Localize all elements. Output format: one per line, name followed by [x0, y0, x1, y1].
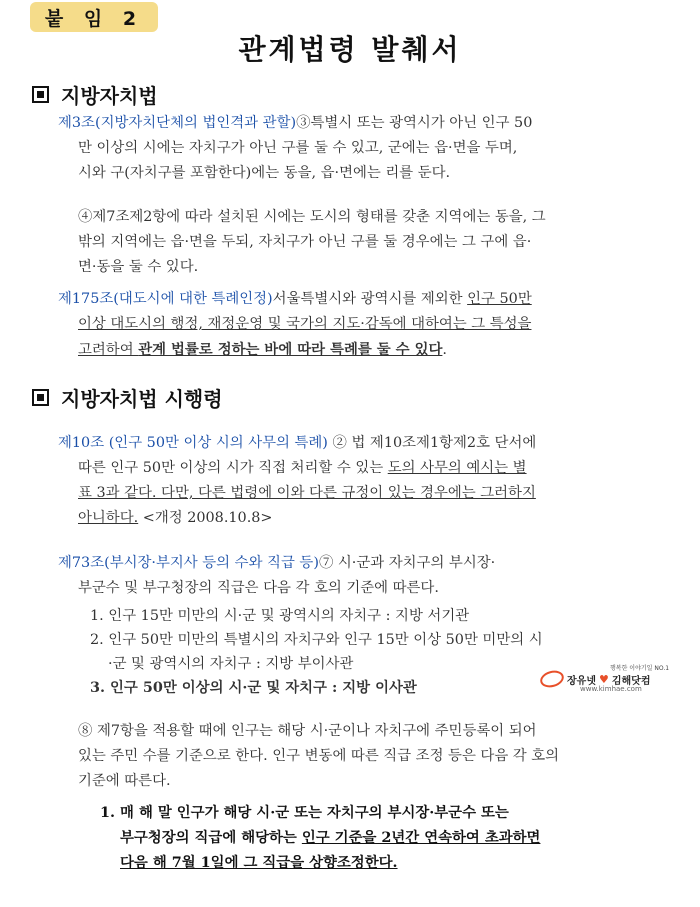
logo-brand-1: 장유넷: [567, 675, 596, 687]
section-heading-local-autonomy-act: [32, 80, 158, 109]
article-10-block: [58, 431, 698, 531]
article-175-text-a1: 서울특별시와 광역시를 제외한: [272, 291, 468, 307]
logo-url: www.kimhae.com: [580, 685, 642, 693]
adjustment-rule-item: [100, 800, 698, 875]
article-73-text-a: ⑦ 시·군과 자치구의 부시장·: [318, 555, 496, 571]
article-10-text-d2: <개정 2008.10.8>: [138, 510, 273, 526]
article-175-title: 제175조(대도시에 대한 특례인정): [58, 291, 273, 307]
section-heading-enforcement-decree: [32, 383, 223, 412]
article-175-text-a2: 인구 50만: [467, 291, 532, 307]
list-item: 1. 인구 15만 미만의 시·군 및 광역시의 자치구 : 지방 서기관: [90, 608, 470, 624]
article-175-text-c1: 고려하여: [78, 342, 139, 358]
article-10-text-a: ② 법 제10조제1항제2호 단서에: [327, 435, 537, 451]
article-10-text-b1: 따른 인구 50만 이상의 시가 직접 처리할 수 있는: [78, 460, 388, 476]
article-10-title: 제10조 (인구 50만 이상 시의 사무의 특례): [58, 435, 328, 451]
list-item: 2. 인구 50만 미만의 특별시의 자치구와 인구 15만 이상 50만 미만의 시: [90, 632, 543, 648]
article-73-para-8-c: 기준에 따른다.: [78, 773, 171, 789]
article-3-title: 제3조(지방자치단체의 법인격과 관할): [58, 115, 297, 131]
square-bullet-icon: [32, 86, 49, 103]
adjustment-rule-b1: 부구청장의 직급에 해당하는: [120, 829, 302, 846]
adjustment-rule-c: 다음 해 7월 1일에 그 직급을 상향조정한다.: [120, 854, 398, 871]
article-3-para-4-b: 밖의 지역에는 읍·면을 두되, 자치구가 아닌 구를 둘 경우에는 그 구에 읍·: [78, 234, 532, 250]
article-73-title: 제73조(부시장·부지사 등의 수와 직급 등): [58, 555, 319, 571]
article-73-para-8: [78, 719, 698, 794]
page-title: 관계법령 발췌서: [238, 33, 462, 66]
article-3-para-4: [78, 205, 698, 280]
article-175-block: [58, 287, 698, 363]
section-heading-text: 지방자치법: [61, 84, 158, 108]
adjustment-rule-a: 1. 매 해 말 인구가 해당 시·군 또는 자치구의 부시장·부군수 또는: [100, 804, 509, 821]
article-73-text-b: 부군수 및 부구청장의 직급은 다음 각 호의 기준에 따른다.: [78, 580, 439, 596]
logo-tagline: 행복한 이야기일 NO.1: [610, 665, 670, 672]
article-10-text-c: 표 3과 같다. 다만, 다른 법령에 이와 다른 규정이 있는 경우에는 그러하지: [78, 485, 536, 501]
article-73-para-8-b: 있는 주민 수를 기준으로 한다. 인구 변동에 따른 직급 조정 등은 다음 각 호의: [78, 748, 560, 764]
article-10-text-d1: 아니하다.: [78, 510, 139, 526]
article-73-para-8-a: ⑧ 제7항을 적용할 때에 인구는 해당 시·군이나 자치구에 주민등록이 되어: [78, 723, 537, 739]
article-10-text-b2: 도의 사무의 예시는 별: [387, 460, 527, 476]
article-3-text-a: ③특별시 또는 광역시가 아닌 인구 50: [296, 115, 533, 131]
article-3-para-4-c: 면·동을 둘 수 있다.: [78, 259, 199, 275]
article-175-text-c2: 관계 법률로 정하는 바에 따라 특례를 둘 수 있다: [138, 341, 443, 358]
article-3-text-c: 시와 구(자치구를 포함한다)에는 동을, 읍·면에는 리를 둔다.: [78, 165, 451, 181]
article-73-block: [58, 551, 698, 601]
section-heading-text: 지방자치법 시행령: [61, 387, 223, 411]
site-logo: [540, 663, 690, 693]
heart-icon: ♥: [598, 672, 609, 686]
article-3-block: [58, 111, 698, 186]
adjustment-rule-b2: 인구 기준을 2년간 연속하여 초과하면: [301, 829, 541, 846]
article-175-text-b: 이상 대도시의 행정, 재정운영 및 국가의 지도·감독에 대하여는 그 특성을: [78, 316, 532, 332]
article-3-para-4-a: ④제7조제2항에 따라 설치된 시에는 도시의 형태를 갖춘 지역에는 동을, 그: [78, 209, 546, 225]
swirl-icon: [538, 668, 565, 690]
list-item: 3. 인구 50만 이상의 시·군 및 자치구 : 지방 이사관: [90, 679, 417, 696]
article-175-text-c3: .: [442, 342, 447, 358]
square-bullet-icon: [32, 389, 49, 406]
logo-brand-2: 김해닷컴: [611, 675, 651, 687]
attachment-badge: 붙 임 2: [30, 2, 158, 32]
list-item: ·군 및 광역시의 자치구 : 지방 부이사관: [108, 656, 354, 672]
article-3-text-b: 만 이상의 시에는 자치구가 아닌 구를 둘 수 있고, 군에는 읍·면을 두며,: [78, 140, 518, 156]
